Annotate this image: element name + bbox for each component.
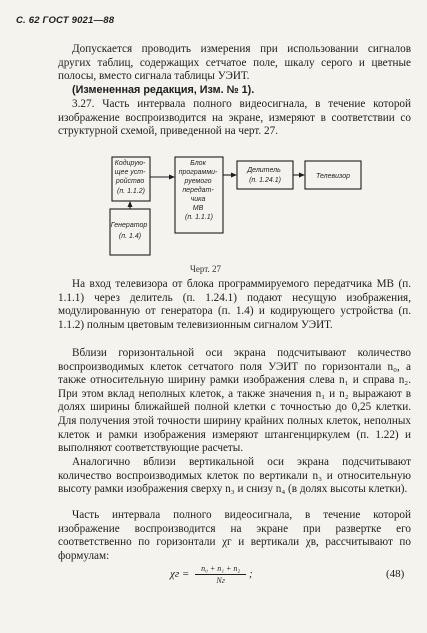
formula-48 (170, 564, 253, 585)
generator-label: Генератор (п. 1.4) (110, 222, 148, 240)
paragraph-formulas: Часть интервала полного видеосигнала, в течение которой изображение воспроизводится на экране при развертке его соответственно по горизонтали χг и вертикали χв, рассчитывают по формулам: (58, 509, 411, 562)
formula-tail: ; (248, 568, 253, 581)
divider-box (237, 161, 293, 189)
paragraph-horizontal: Вблизи горизонтальной оси экрана подсчитывают количество воспроизводимых клеток сетчатого поля УЭИТ по горизонтали n₀, а также относительную ширину рамки изображения слева n₁ и справа n₂. При этом вклад неполных клеток, а также значения n₁ и n₂ выражают в долях ширины ближайшей полной клетки с точностью до 0,25 клетки. Для получения этой точности ширину крайних полных клеток, неполных клеток и рамки изображения измеряют штангенциркулем (п. 1.22) и выполняют соответствующие расчеты. (58, 347, 411, 455)
page-header: С. 62 ГОСТ 9021—88 (16, 15, 115, 26)
formula-denominator: Nг (216, 576, 225, 585)
equation-number: (48) (386, 568, 405, 580)
encoder-to-transmitter-arrow (169, 175, 175, 180)
paragraph-3-27: 3.27. Часть интервала полного видеосигнала, в течение которой изображение воспроизводится на экране, измеряют в соответствии со структурной схемой, приведенной на черт. 27. (58, 98, 411, 138)
formula-numerator: n₀ + n₁ + n₂ (195, 564, 246, 575)
transmitter-label: Блок программи- руемого передат- чика МВ (п. 1.1.1) (178, 160, 218, 221)
divider-label: Делитель (п. 1.24.1) (247, 167, 281, 184)
figure-caption: Черт. 27 (190, 264, 221, 274)
block-diagram (85, 153, 385, 273)
generator-box (110, 209, 150, 255)
formula-lhs: χг = (170, 568, 190, 581)
paragraph-amendment: (Измененная редакция, Изм. № 1). (72, 84, 255, 96)
paragraph-signals: Допускается проводить измерения при использовании сигналов других таблиц, содержащих сетчатое поле, шкалу серого и цветные полосы, вместо сигнала таблицы УЭИТ. (58, 43, 411, 83)
encoder-label: Кодирую- щее уст- ройство (п. 1.1.2) (114, 160, 146, 195)
paragraph-vertical: Аналогично вблизи вертикальной оси экрана подсчитывают количество воспроизводимых клеток по вертикали n₃ и относительную высоту рамки изображения сверху n₃ и снизу n₄ (в долях высоты клетки). (58, 456, 411, 496)
paragraph-input: На вход телевизора от блока программируемого передатчика МВ (п. 1.1.1) через делитель (п. 1.24.1) подают несущую изображения, модулированную от генератора (п. 1.4) и кодирующего устройства (п. 1.1.2) полным цветовым телевизионным сигналом УЭИТ. (58, 278, 411, 331)
transmitter-to-divider-arrow (231, 173, 237, 178)
generator-to-encoder-arrow (128, 201, 133, 207)
formula-fraction (195, 564, 246, 585)
divider-to-tv-arrow (299, 173, 305, 178)
tv-label: Телевизор (315, 173, 351, 180)
